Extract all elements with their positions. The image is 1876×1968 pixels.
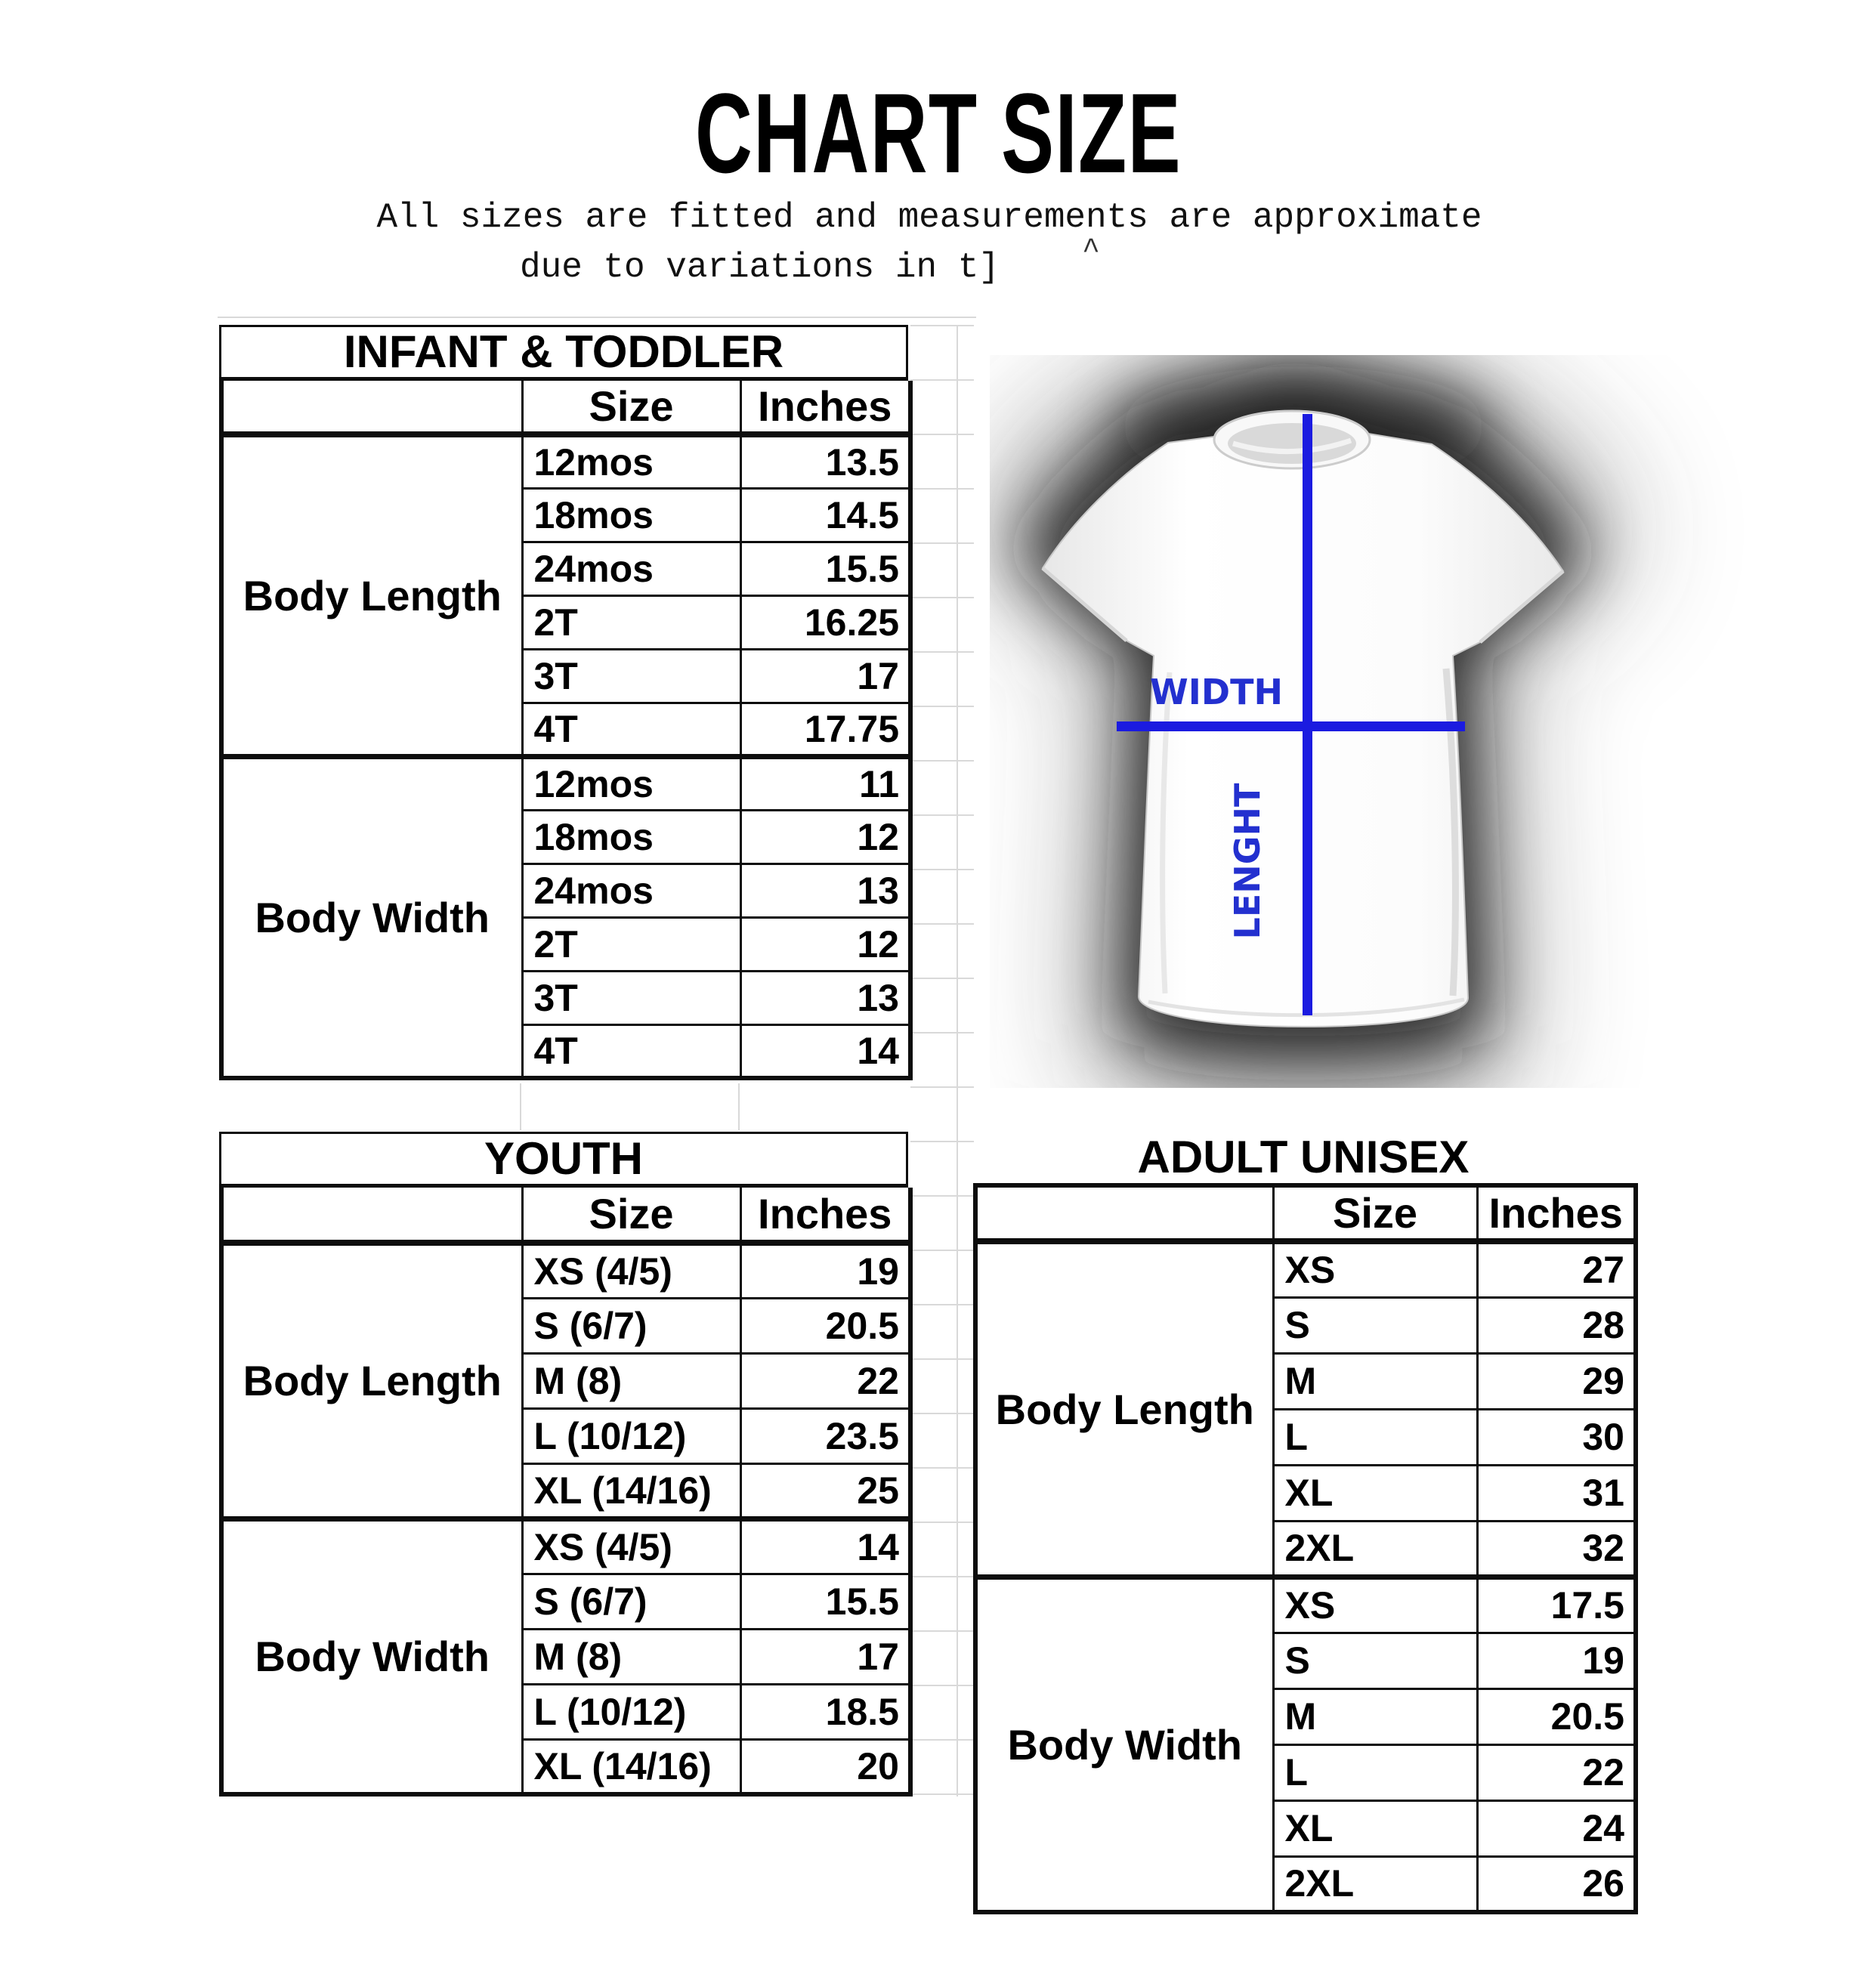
inches-cell: 13 <box>740 971 910 1024</box>
inches-cell: 20 <box>740 1739 910 1794</box>
inches-cell: 15.5 <box>740 542 910 595</box>
size-cell: M <box>1273 1353 1477 1409</box>
table-row <box>975 1241 1636 1297</box>
inches-cell: 17 <box>740 1629 910 1684</box>
table-row <box>221 1518 910 1574</box>
size-cell: 4T <box>522 1024 740 1078</box>
size-cell: S <box>1273 1297 1477 1353</box>
size-cell: XL (14/16) <box>522 1739 740 1794</box>
size-cell: S (6/7) <box>522 1298 740 1353</box>
group-label: Body Width <box>221 756 522 1078</box>
size-cell: L <box>1273 1409 1477 1465</box>
size-cell: 2XL <box>1273 1521 1477 1577</box>
size-cell: L <box>1273 1744 1477 1800</box>
size-cell: 2T <box>522 595 740 649</box>
size-column-header: Size <box>1273 1185 1477 1241</box>
group-label: Body Length <box>975 1241 1273 1577</box>
empty-header-cell <box>221 381 522 434</box>
size-column-header: Size <box>522 381 740 434</box>
header-row <box>221 381 910 434</box>
spreadsheet-gridline-vertical <box>957 325 958 1797</box>
size-cell: 12mos <box>522 756 740 810</box>
size-cell: XS <box>1273 1577 1477 1633</box>
size-cell: XL <box>1273 1465 1477 1521</box>
inches-cell: 22 <box>740 1353 910 1408</box>
inches-cell: 14 <box>740 1518 910 1574</box>
size-cell: 24mos <box>522 864 740 917</box>
inches-cell: 14 <box>740 1024 910 1078</box>
page-title: CHART SIZE <box>694 70 1182 196</box>
infant-toddler-title: INFANT & TODDLER <box>219 325 908 381</box>
tshirt-diagram <box>990 355 1828 1088</box>
inches-column-header: Inches <box>1477 1185 1636 1241</box>
stray-caret-mark: ^ <box>1082 234 1101 268</box>
empty-header-cell <box>975 1185 1273 1241</box>
size-cell: M <box>1273 1688 1477 1744</box>
group-label: Body Width <box>221 1518 522 1794</box>
size-cell: XL (14/16) <box>522 1463 740 1518</box>
size-cell: M (8) <box>522 1353 740 1408</box>
infant-toddler-table <box>219 325 908 1080</box>
size-cell: 18mos <box>522 810 740 864</box>
inches-cell: 20.5 <box>1477 1688 1636 1744</box>
size-column-header: Size <box>522 1188 740 1243</box>
adult-unisex-grid <box>973 1183 1638 1914</box>
inches-cell: 20.5 <box>740 1298 910 1353</box>
inches-column-header: Inches <box>740 381 910 434</box>
inches-cell: 12 <box>740 810 910 864</box>
spreadsheet-gridline-strip <box>910 325 974 1797</box>
size-cell: 3T <box>522 971 740 1024</box>
inches-cell: 17.5 <box>1477 1577 1636 1633</box>
inches-cell: 14.5 <box>740 488 910 542</box>
inches-cell: 24 <box>1477 1800 1636 1856</box>
inches-cell: 32 <box>1477 1521 1636 1577</box>
table-row <box>221 756 910 810</box>
infant-toddler-grid <box>219 381 913 1080</box>
header-row <box>221 1188 910 1243</box>
size-cell: M (8) <box>522 1629 740 1684</box>
inches-cell: 11 <box>740 756 910 810</box>
table-row <box>975 1577 1636 1633</box>
group-label: Body Length <box>221 1243 522 1518</box>
inches-cell: 17.75 <box>740 703 910 756</box>
inches-cell: 27 <box>1477 1241 1636 1297</box>
youth-title: YOUTH <box>219 1132 908 1188</box>
size-cell: L (10/12) <box>522 1408 740 1463</box>
inches-cell: 19 <box>1477 1633 1636 1688</box>
size-cell: 4T <box>522 703 740 756</box>
inches-cell: 31 <box>1477 1465 1636 1521</box>
size-cell: 12mos <box>522 434 740 488</box>
width-measure-line <box>1117 721 1465 731</box>
spreadsheet-gridline-gap-2 <box>738 1083 740 1130</box>
inches-cell: 28 <box>1477 1297 1636 1353</box>
size-cell: S (6/7) <box>522 1574 740 1629</box>
size-cell: XS <box>1273 1241 1477 1297</box>
size-cell: 2T <box>522 917 740 971</box>
inches-cell: 29 <box>1477 1353 1636 1409</box>
inches-cell: 12 <box>740 917 910 971</box>
inches-cell: 18.5 <box>740 1684 910 1739</box>
adult-unisex-table <box>973 1183 1633 1914</box>
spreadsheet-gridline-gap-1 <box>520 1083 521 1130</box>
tshirt-svg <box>990 355 1828 1088</box>
table-row <box>221 434 910 488</box>
page-title-row <box>0 70 1876 196</box>
size-cell: 2XL <box>1273 1856 1477 1912</box>
size-cell: XS (4/5) <box>522 1243 740 1298</box>
size-cell: 3T <box>522 649 740 703</box>
length-measure-line <box>1303 414 1312 1015</box>
size-cell: XS (4/5) <box>522 1518 740 1574</box>
size-cell: L (10/12) <box>522 1684 740 1739</box>
inches-cell: 13.5 <box>740 434 910 488</box>
adult-unisex-title: ADULT UNISEX <box>1137 1132 1470 1182</box>
size-cell: S <box>1273 1633 1477 1688</box>
inches-column-header: Inches <box>740 1188 910 1243</box>
spreadsheet-gridline-top <box>218 317 976 318</box>
size-cell: 24mos <box>522 542 740 595</box>
size-cell: XL <box>1273 1800 1477 1856</box>
empty-header-cell <box>221 1188 522 1243</box>
length-label: LENGHT <box>1227 783 1268 940</box>
youth-table <box>219 1132 908 1797</box>
width-label: WIDTH <box>1150 672 1283 712</box>
size-cell: 18mos <box>522 488 740 542</box>
inches-cell: 22 <box>1477 1744 1636 1800</box>
subtitle-line-2: due to variations in t] <box>520 248 1000 287</box>
inches-cell: 16.25 <box>740 595 910 649</box>
subtitle-line-1: All sizes are fitted and measurements are approximate <box>376 198 1482 237</box>
inches-cell: 30 <box>1477 1409 1636 1465</box>
youth-grid <box>219 1188 913 1797</box>
inches-cell: 25 <box>740 1463 910 1518</box>
inches-cell: 26 <box>1477 1856 1636 1912</box>
group-label: Body Width <box>975 1577 1273 1912</box>
inches-cell: 17 <box>740 649 910 703</box>
table-row <box>221 1243 910 1298</box>
group-label: Body Length <box>221 434 522 756</box>
inches-cell: 15.5 <box>740 1574 910 1629</box>
inches-cell: 23.5 <box>740 1408 910 1463</box>
header-row <box>975 1185 1636 1241</box>
inches-cell: 19 <box>740 1243 910 1298</box>
inches-cell: 13 <box>740 864 910 917</box>
